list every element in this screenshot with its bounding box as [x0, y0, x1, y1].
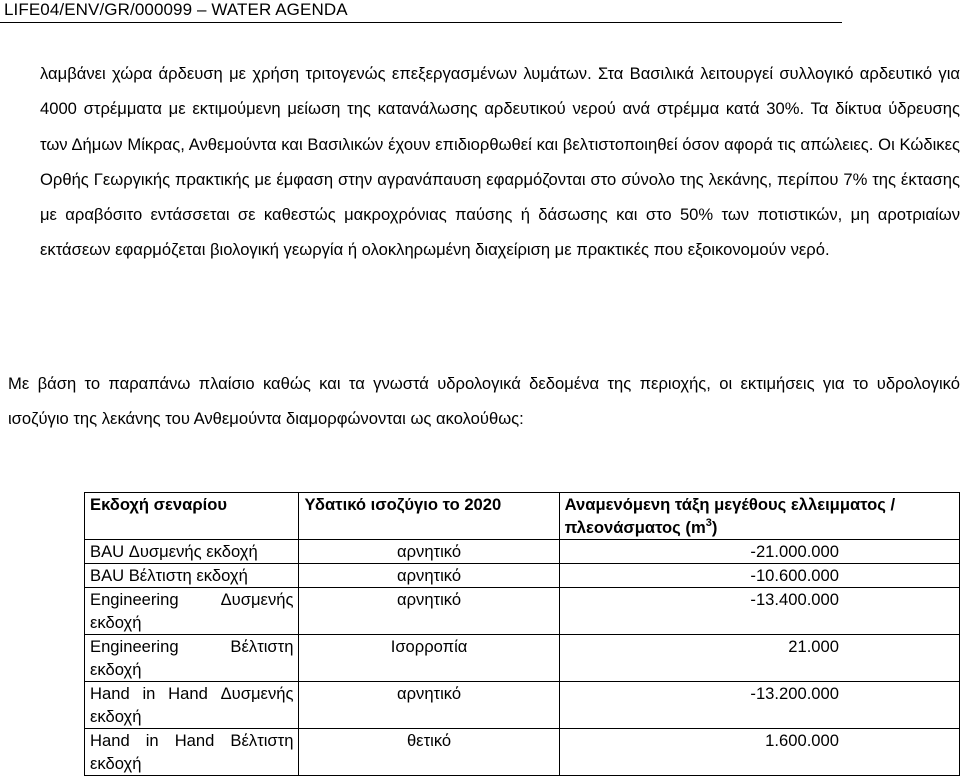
row-scenario: Engineering Δυσμενής εκδοχή — [85, 588, 299, 635]
row-magnitude: -21.000.000 — [559, 540, 959, 564]
table-header-row — [85, 493, 960, 540]
row-balance: αρνητικό — [299, 540, 559, 564]
body-paragraph-1: λαμβάνει χώρα άρδευση με χρήση τριτογενώς επεξεργασμένων λυμάτων. Στα Βασιλικά λειτουργεί συλλογικό αρδευτικό για 4000 στρέμματα με εκτιμούμενη μείωση της κατανάλωσης αρδευτικού νερού ανά στρέμμα κατά 30%. Τα δίκτυα ύδρευσης των Δήμων Μίκρας, Ανθεμούντα και Βασιλικών έχουν επιδιορθωθεί και βελτιστοποιηθεί όσον αφορά τις απώλειες. Οι Κώδικες Ορθής Γεωργικής πρακτικής με έμφαση στην αγρανάπαυση εφαρμόζονται στο σύνολο της λεκάνης, περίπου 7% της έκτασης με αραβόσιτο εντάσσεται σε καθεστώς μακροχρόνιας παύσης ή δάσωσης και στο 50% των ποτιστικών, μη αροτριαίων εκτάσεων εφαρμόζεται βιολογική γεωργία ή ολοκληρωμένη διαχείριση με πρακτικές που εξοικονομούν νερό. — [40, 64, 960, 260]
row-scenario: Hand in Hand Δυσμενής εκδοχή — [85, 682, 299, 729]
table-row — [85, 682, 960, 729]
row-magnitude: -13.200.000 — [559, 682, 959, 729]
table-row — [85, 540, 960, 564]
water-balance-table — [84, 492, 960, 776]
row-balance: αρνητικό — [299, 682, 559, 729]
row-scenario: Hand in Hand Βέλτιστη εκδοχή — [85, 729, 299, 776]
row-balance: Ισορροπία — [299, 635, 559, 682]
row-magnitude: 1.600.000 — [559, 729, 959, 776]
row-magnitude: 21.000 — [559, 635, 959, 682]
header-rule — [0, 22, 842, 23]
header-scenario: Εκδοχή σεναρίου — [85, 493, 299, 540]
header-magnitude-sup: 3 — [705, 517, 712, 529]
header-magnitude-close: ) — [711, 518, 718, 537]
row-scenario: Engineering Βέλτιστη εκδοχή — [85, 635, 299, 682]
table-row — [85, 729, 960, 776]
running-header: LIFE04/ENV/GR/000099 – WATER AGENDA — [4, 0, 348, 19]
header-magnitude-text: Αναμενόμενη τάξη μεγέθους ελλειμματος / πλεονάσματος (m — [564, 495, 896, 537]
body-paragraph-2: Με βάση το παραπάνω πλαίσιο καθώς και τα γνωστά υδρολογικά δεδομένα της περιοχής, οι εκτιμήσεις για το υδρολογικό ισοζύγιο της λεκάνης του Ανθεμούντα διαμορφώνονται ως ακολούθως: — [8, 374, 960, 428]
table-row — [85, 588, 960, 635]
table-row — [85, 564, 960, 588]
table-row — [85, 635, 960, 682]
row-magnitude: -13.400.000 — [559, 588, 959, 635]
row-balance: θετικό — [299, 729, 559, 776]
row-balance: αρνητικό — [299, 564, 559, 588]
header-balance: Υδατικό ισοζύγιο το 2020 — [299, 493, 559, 540]
row-balance: αρνητικό — [299, 588, 559, 635]
row-scenario: BAU Βέλτιστη εκδοχή — [85, 564, 299, 588]
row-scenario: BAU Δυσμενής εκδοχή — [85, 540, 299, 564]
row-magnitude: -10.600.000 — [559, 564, 959, 588]
header-magnitude — [559, 493, 959, 540]
